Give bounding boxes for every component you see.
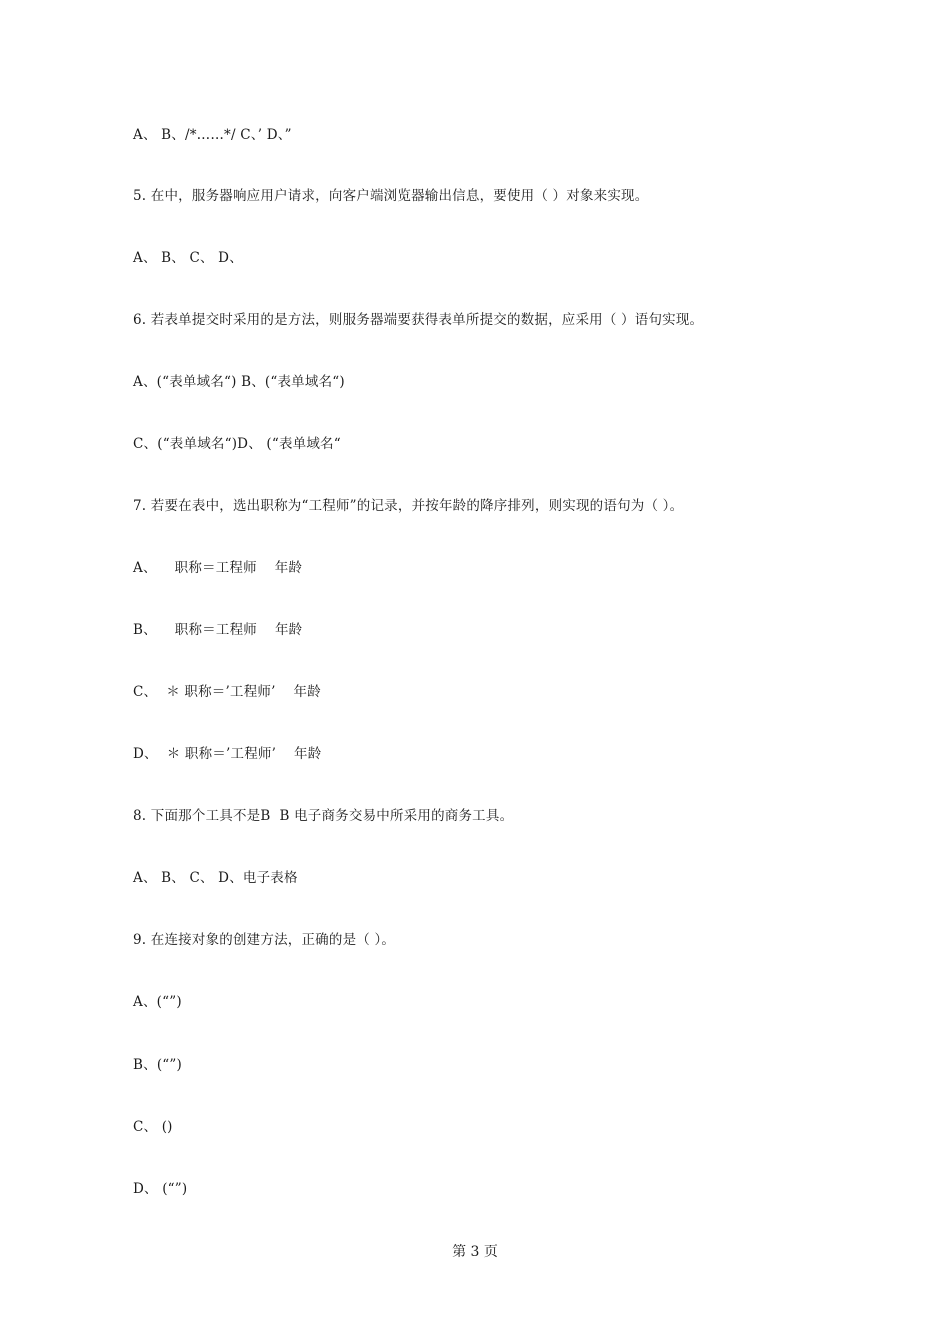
question-6: 6. 若表单提交时采用的是方法，则服务器端要获得表单所提交的数据，应采用（ ）语句实现。: [133, 312, 704, 328]
option-q7-b: B、 职称＝工程师 年龄: [133, 622, 303, 638]
option-q9-c: C、 (): [133, 1119, 173, 1135]
question-9: 9. 在连接对象的创建方法，正确的是（ ）。: [133, 932, 396, 948]
option-q9-d: D、 (“”): [133, 1181, 188, 1197]
page-number-footer: 第 3 页: [452, 1244, 498, 1260]
option-q9-a: A、(“”): [133, 994, 182, 1010]
option-q9-b: B、(“”): [133, 1057, 182, 1073]
option-q7-d: D、 ＊ 职称＝’工程师’ 年龄: [133, 746, 322, 762]
option-line-q5: A、 B、 C、 D、: [133, 250, 243, 266]
question-7: 7. 若要在表中，选出职称为“工程师”的记录，并按年龄的降序排列，则实现的语句为（ ）。: [133, 498, 684, 514]
option-q7-c: C、 ＊ 职称＝’工程师’ 年龄: [133, 684, 321, 700]
question-5: 5. 在中，服务器响应用户请求，向客户端浏览器输出信息，要使用（ ）对象来实现。: [133, 188, 649, 204]
option-line-q8: A、 B、 C、 D、电子表格: [133, 870, 298, 886]
question-8: 8. 下面那个工具不是B B 电子商务交易中所采用的商务工具。: [133, 808, 514, 824]
option-line-q6-ab: A、(“表单域名“) B、(“表单域名“): [133, 374, 345, 390]
option-line-q6-cd: C、(“表单域名“)D、 (“表单域名“: [133, 436, 341, 452]
option-line-q4: A、 B、/*……*/ C、’ D、”: [133, 127, 292, 143]
option-q7-a: A、 职称＝工程师 年龄: [133, 560, 303, 576]
